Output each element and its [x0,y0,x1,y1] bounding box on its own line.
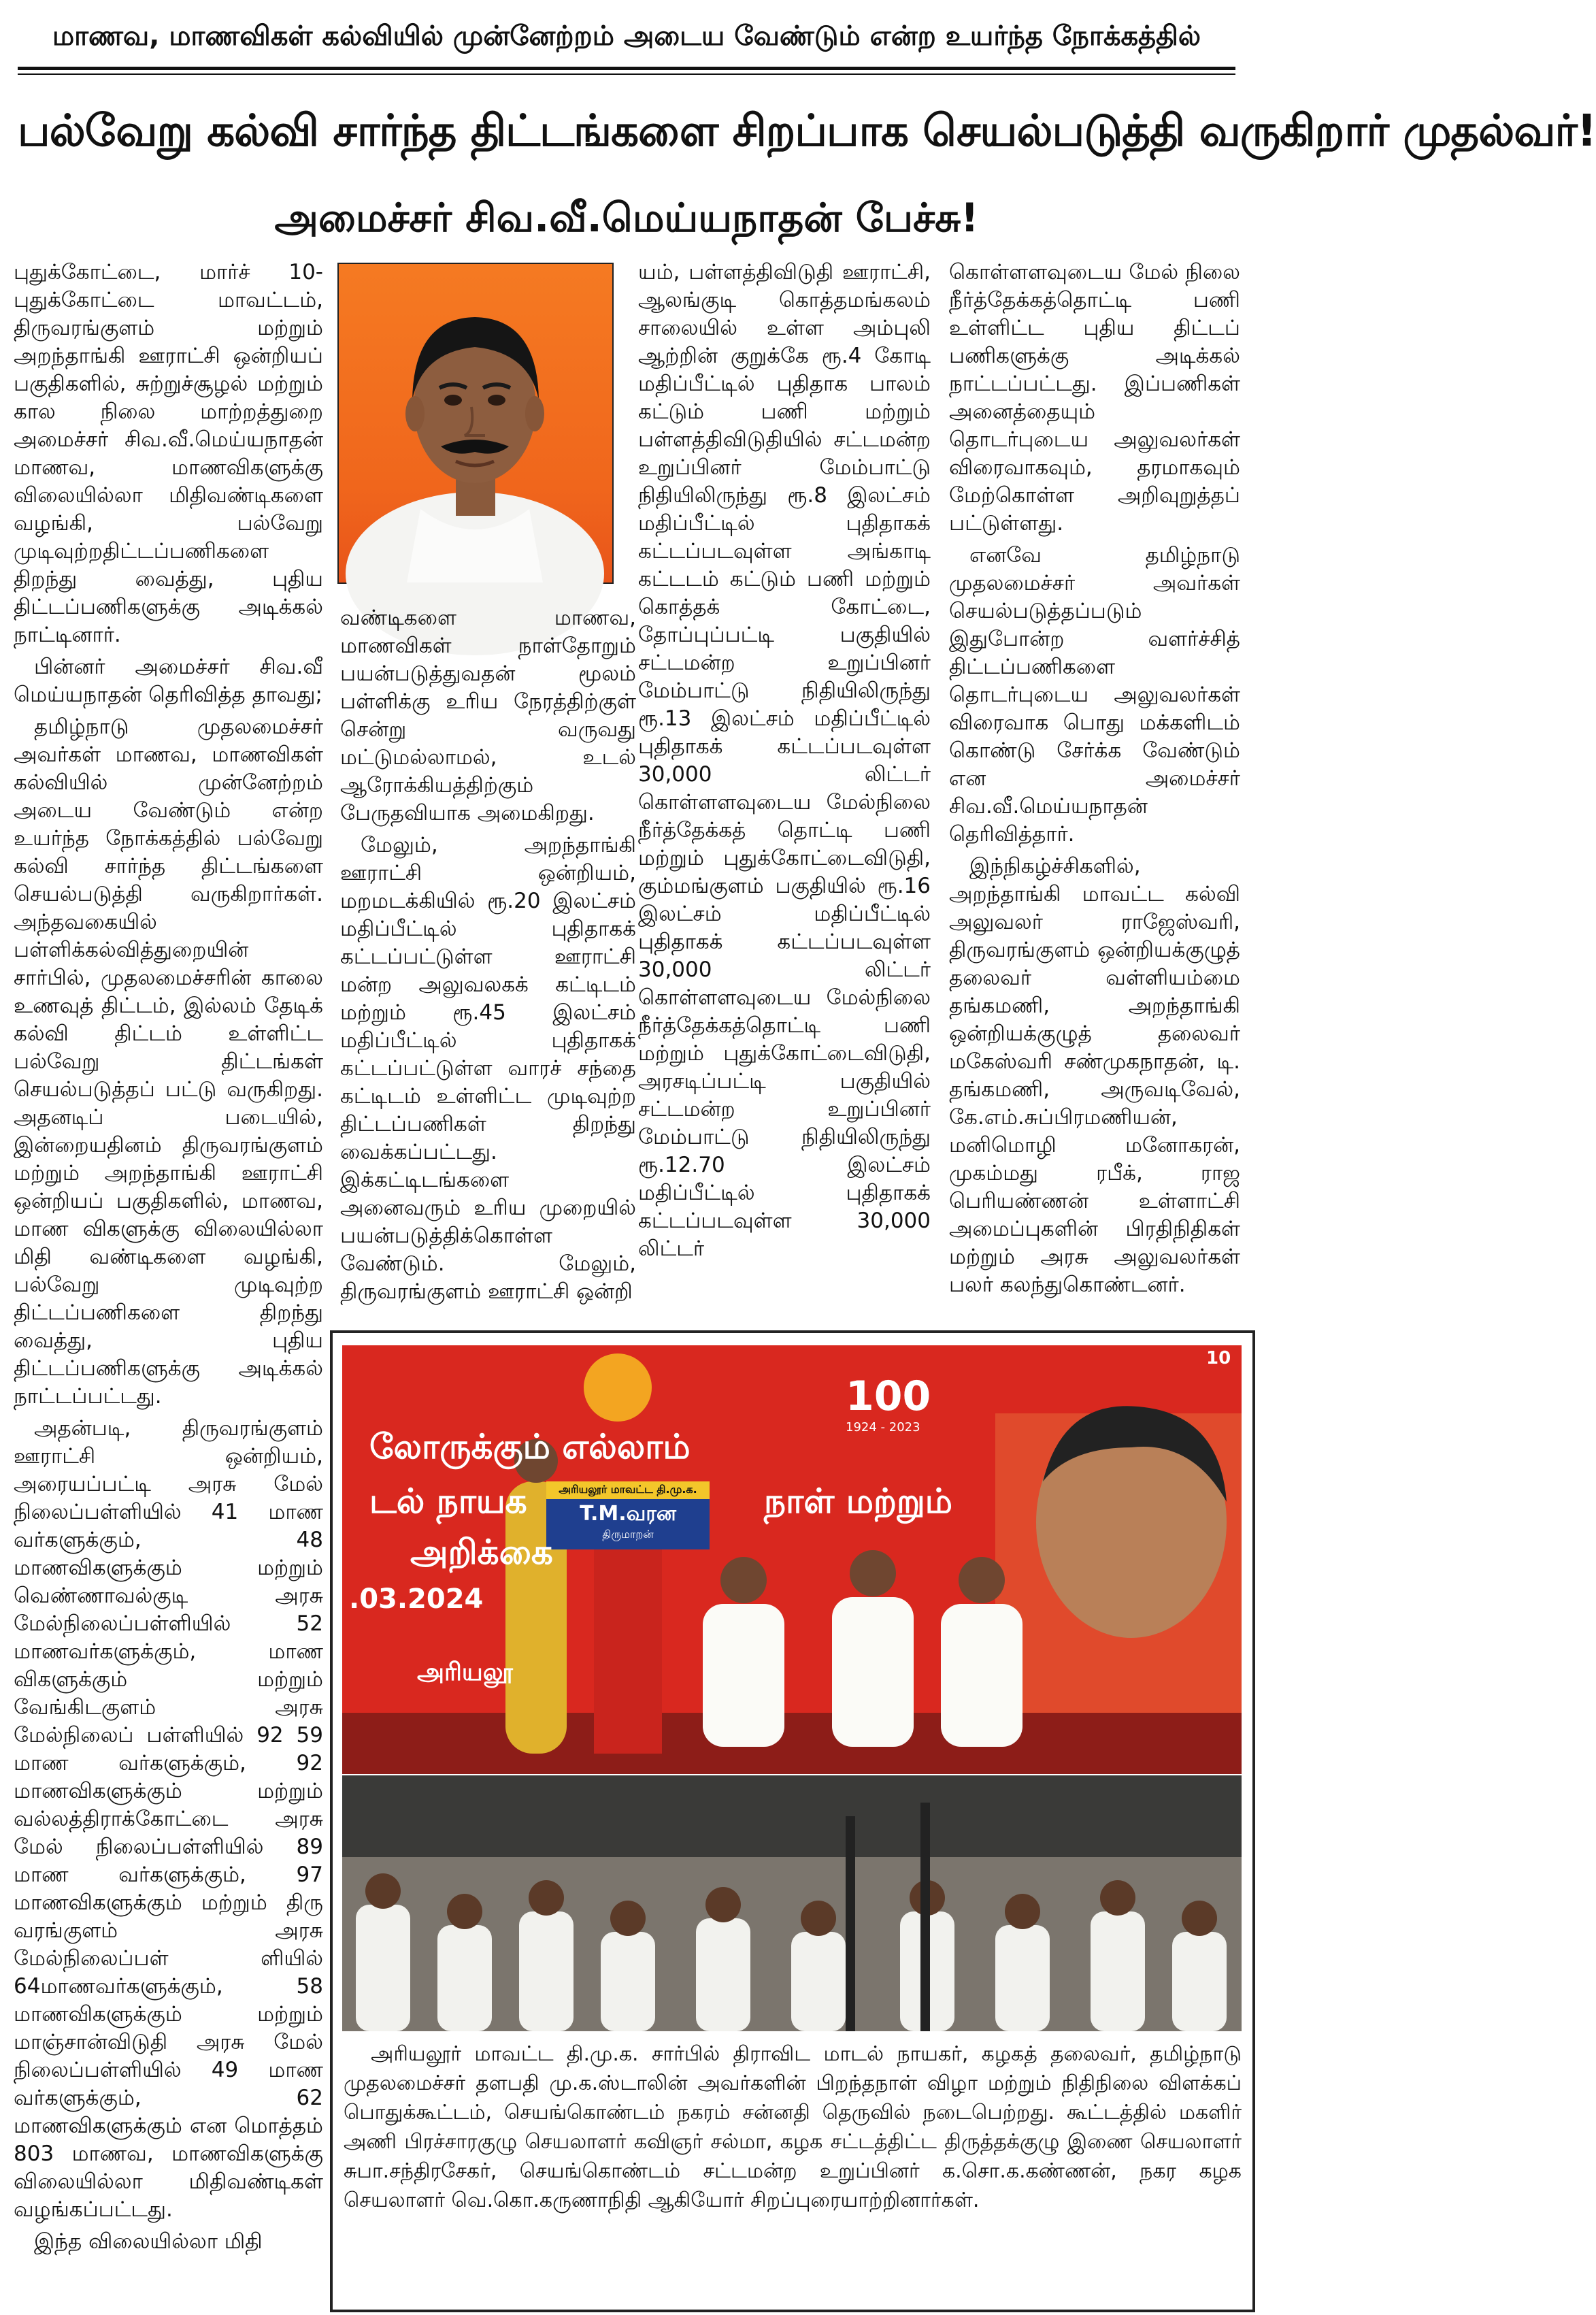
paragraph: பின்னர் அமைச்சர் சிவ.வீ மெய்யநாதன் தெரிவித்த தாவது; [14,655,323,707]
banner-date: .03.2024 [349,1583,484,1615]
article-column-2 [340,604,636,1304]
podium-sub-label: திருமாறன் [602,1528,654,1541]
banner-text-1: லோருக்கும் எல்லாம் [369,1427,691,1466]
photo-caption [344,2039,1242,2298]
audience-photo [342,1775,1242,2031]
party-logo-years: 1924 - 2023 [846,1420,920,1434]
banner-text-3: நாள் மற்றும் [764,1481,953,1521]
headline: பல்வேறு கல்வி சார்ந்த திட்டங்களை சிறப்பாக செயல்படுத்தி வருகிறார் முதல்வர்! [18,106,1596,157]
audience-illustration [342,1775,1242,2031]
top-rule [18,67,1235,70]
corner-number: 10 [1206,1348,1231,1368]
subheadline: அமைச்சர் சிவ.வீ.மெய்யநாதன் பேச்சு! [274,195,979,241]
article-column-4 [949,259,1240,1307]
paragraph: வண்டிகளை மாணவ, மாணவிகள் நாள்தோறும் பயன்படுத்துவதன் மூலம் பள்ளிக்கு உரிய நேரத்திற்குள் சென்று வருவது மட்டுமல்லாமல், உடல் ஆரோக்கியத்திற்கும் பேருதவியாக அமைகிறது. [340,606,636,825]
event-photo-block [330,1330,1255,2312]
banner-text-4: அறிக்கை [410,1532,553,1572]
paragraph: கொள்ளளவுடைய மேல் நிலை நீர்த்தேக்கத்தொட்டி பணி உள்ளிட்ட புதிய திட்டப் பணிகளுக்கு அடிக்கல் நாட்டப்பட்டது. இப்பணிகள் அனைத்தையும் தொடர்புடைய அலுவலர்கள் விரைவாகவும், தரமாகவும் மேற்கொள்ள அறிவுறுத்தப் பட்டுள்ளது. [949,260,1240,536]
paragraph: புதுக்கோட்டை, மார்ச் 10- புதுக்கோட்டை மாவட்டம், திருவரங்குளம் மற்றும் அறந்தாங்கி ஊராட்சி ஒன்றியப் பகுதிகளில், சுற்றுச்சூழல் மற்றும் கால நிலை மாற்றத்துறை அமைச்சர் சிவ.வீ.மெய்யநாதன் மாணவ, மாணவிகளுக்கு விலையில்லா மிதிவண்டிகளை வழங்கி, பல்வேறு முடிவுற்றதிட்டப்பணிகளை திறந்து வைத்து, புதிய திட்டப்பணிகளுக்கு அடிக்கல் நாட்டினார். [14,260,323,647]
podium-top-label: அரியலூர் மாவட்ட தி.மு.க. [559,1483,697,1496]
minister-portrait-photo [337,263,614,584]
paragraph: மேலும், அறந்தாங்கி ஊராட்சி ஒன்றியம், மறமடக்கியில் ரூ.20 இலட்சம் மதிப்பீட்டில் புதிதாகக் கட்டப்பட்டுள்ள ஊராட்சி மன்ற அலுவலகக் கட்டிடம் மற்றும் ரூ.45 இலட்சம் மதிப்பீட்டில் புதிதாகக் கட்டப்பட்டுள்ள வாரச் சந்தை கட்டிடம் உள்ளிட்ட முடிவுற்ற திட்டப்பணிகள் திறந்து வைக்கப்பட்டது. இக்கட்டிடங்களை அனைவரும் உரிய முறையில் பயன்படுத்திக்கொள்ள வேண்டும். மேலும், திருவரங்குளம் ஊராட்சி ஒன்றி [340,833,636,1304]
party-logo-100: 100 [846,1373,931,1420]
paragraph: யம், பள்ளத்திவிடுதி ஊராட்சி, ஆலங்குடி கொத்தமங்கலம் சாலையில் உள்ள அம்புலி ஆற்றின் குறுக்கே ரூ.4 கோடி மதிப்பீட்டில் புதிதாக பாலம் கட்டும் பணி மற்றும் பள்ளத்திவிடுதியில் சட்டமன்ற உறுப்பினர் மேம்பாட்டு நிதியிலிருந்து ரூ.8 இலட்சம் மதிப்பீட்டில் புதிதாகக் கட்டப்படவுள்ள அங்காடி கட்டடம் கட்டும் பணி மற்றும் கொத்தக் கோட்டை, தோப்புப்பட்டி பகுதியில் சட்டமன்ற உறுப்பினர் மேம்பாட்டு நிதியிலிருந்து ரூ.13 இலட்சம் மதிப்பீட்டில் புதிதாகக் கட்டப்படவுள்ள 30,000 லிட்டர் கொள்ளளவுடைய மேல்நிலை நீர்த்தேக்கத் தொட்டி பணி மற்றும் புதுக்கோட்டைவிடுதி, கும்மங்குளம் பகுதியில் ரூ.16 இலட்சம் மதிப்பீட்டில் புதிதாகக் கட்டப்படவுள்ள 30,000 லிட்டர் கொள்ளளவுடைய மேல்நிலை நீர்த்தேக்கத்தொட்டி பணி மற்றும் புதுக்கோட்டைவிடுதி, அரசடிப்பட்டி பகுதியில் சட்டமன்ற உறுப்பினர் மேம்பாட்டு நிதியிலிருந்து ரூ.12.70 இலட்சம் மதிப்பீட்டில் புதிதாகக் கட்டப்படவுள்ள 30,000 லிட்டர் [638,260,931,1261]
portrait-illustration [339,264,612,582]
caption-text: அரியலூர் மாவட்ட தி.மு.க. சார்பில் திராவிட மாடல் நாயகர், கழகத் தலைவர், தமிழ்நாடு முதலமைச்சர் தளபதி மு.க.ஸ்டாலின் அவர்களின் பிறந்தநாள் விழா மற்றும் நிதிநிலை விளக்கப் பொதுக்கூட்டம், செயங்கொண்டம் நகரம் சன்னதி தெருவில் நடைபெற்றது. கூட்டத்தில் மகளிர் அணி பிரச்சாரகுழு செயலாளர் கவிஞர் சல்மா, கழக சட்டத்திட்ட திருத்தக்குழு இணை செயலாளர் சுபா.சந்திரசேகர், செயங்கொண்டம் சட்டமன்ற உறுப்பினர் க.சொ.க.கண்ணன், நகர கழக செயலாளர் வெ.கொ.கருணாநிதி ஆகியோர் சிறப்புரையாற்றினார்கள். [344,2042,1242,2212]
stage-photo [342,1345,1242,1774]
banner-text-2: டல் நாயக [369,1481,527,1521]
kicker-line: மாணவ, மாணவிகள் கல்வியில் முன்னேற்றம் அடைய வேண்டும் என்ற உயர்ந்த நோக்கத்தில் [52,20,1201,52]
paragraph: எனவே தமிழ்நாடு முதலமைச்சர் அவர்கள் செயல்படுத்தப்படும் இதுபோன்ற வளர்ச்சித் திட்டப்பணிகளை தொடர்புடைய அலுவலர்கள் விரைவாக பொது மக்களிடம் கொண்டு சேர்க்க வேண்டும் என அமைச்சர் சிவ.வீ.மெய்யநாதன் தெரிவித்தார். [949,543,1240,847]
top-rule-thin [18,73,1235,75]
paragraph: இந்த விலையில்லா மிதி [34,2229,263,2254]
paragraph: அதன்படி, திருவரங்குளம் ஊராட்சி ஒன்றியம், அரையப்பட்டி அரசு மேல் நிலைப்பள்ளியில் 41 மாண வர்களுக்கும், 48 மாணவிகளுக்கும் மற்றும் வெண்ணாவல்குடி அரசு மேல்நிலைப்பள்ளியில் 52 மாணவர்களுக்கும், மாண விகளுக்கும் மற்றும் வேங்கிடகுளம் அரசு மேல்நிலைப் பள்ளியில் 92 59 மாண வர்களுக்கும், 92 மாணவிகளுக்கும் மற்றும் வல்லத்திராக்கோட்டை அரசு மேல் நிலைப்பள்ளியில் 89 மாண வர்களுக்கும், 97 மாணவிகளுக்கும் மற்றும் திரு வரங்குளம் அரசு மேல்நிலைப்பள் ளியில் 64மாணவர்களுக்கும், 58 மாணவிகளுக்கும் மற்றும் மாஞ்சான்விடுதி அரசு மேல் நிலைப்பள்ளியில் 49 மாண வர்களுக்கும், 62 மாணவிகளுக்கும் என மொத்தம் 803 மாணவ, மாணவிகளுக்கு விலையில்லா மிதிவண்டிகள் வழங்கப்பட்டது. [14,1416,323,2222]
paragraph: தமிழ்நாடு முதலமைச்சர் அவர்கள் மாணவ, மாணவிகள் கல்வியில் முன்னேற்றம் அடைய வேண்டும் என்ற உயர்ந்த நோக்கத்தில் பல்வேறு கல்வி சார்ந்த திட்டங்களை செயல்படுத்தி வருகிறார்கள். அந்தவகையில் பள்ளிக்கல்வித்துறையின் சார்பில், முதலமைச்சரின் காலை உணவுத் திட்டம், இல்லம் தேடிக் கல்வி திட்டம் உள்ளிட்ட பல்வேறு திட்டங்கள் செயல்படுத்தப் பட்டு வருகிறது. அதனடிப் படையில், இன்றையதினம் திருவரங்குளம் மற்றும் அறந்தாங்கி ஊராட்சி ஒன்றியப் பகுதிகளில், மாணவ, மாண விகளுக்கு விலையில்லா மிதி வண்டிகளை வழங்கி, பல்வேறு முடிவுற்ற திட்டப்பணிகளை திறந்து வைத்து, புதிய திட்டப்பணிகளுக்கு அடிக்கல் நாட்டப்பட்டது. [14,715,323,1409]
paragraph: இந்நிகழ்ச்சிகளில், அறந்தாங்கி மாவட்ட கல்வி அலுவலர் ராஜேஸ்வரி, திருவரங்குளம் ஒன்றியக்குழுத் தலைவர் வள்ளியம்மை தங்கமணி, அறந்தாங்கி ஒன்றியக்குழுத் தலைவர் மகேஸ்வரி சண்முகநாதன், டி. தங்கமணி, அருவடிவேல், கே.எம்.சுப்பிரமணியன், மனிமொழி மனோகரன், முகம்மது ரபீக், ராஜ பெரியண்ணன் உள்ளாட்சி அமைப்புகளின் பிரதிநிதிகள் மற்றும் அரசு அலுவலர்கள் பலர் கலந்துகொண்டனர். [949,854,1240,1297]
article-column-1 [14,259,323,2307]
article-column-3 [638,259,931,1307]
banner-place: அரியலூ [417,1658,513,1686]
podium-main-label: T.M.வரன [580,1502,676,1526]
